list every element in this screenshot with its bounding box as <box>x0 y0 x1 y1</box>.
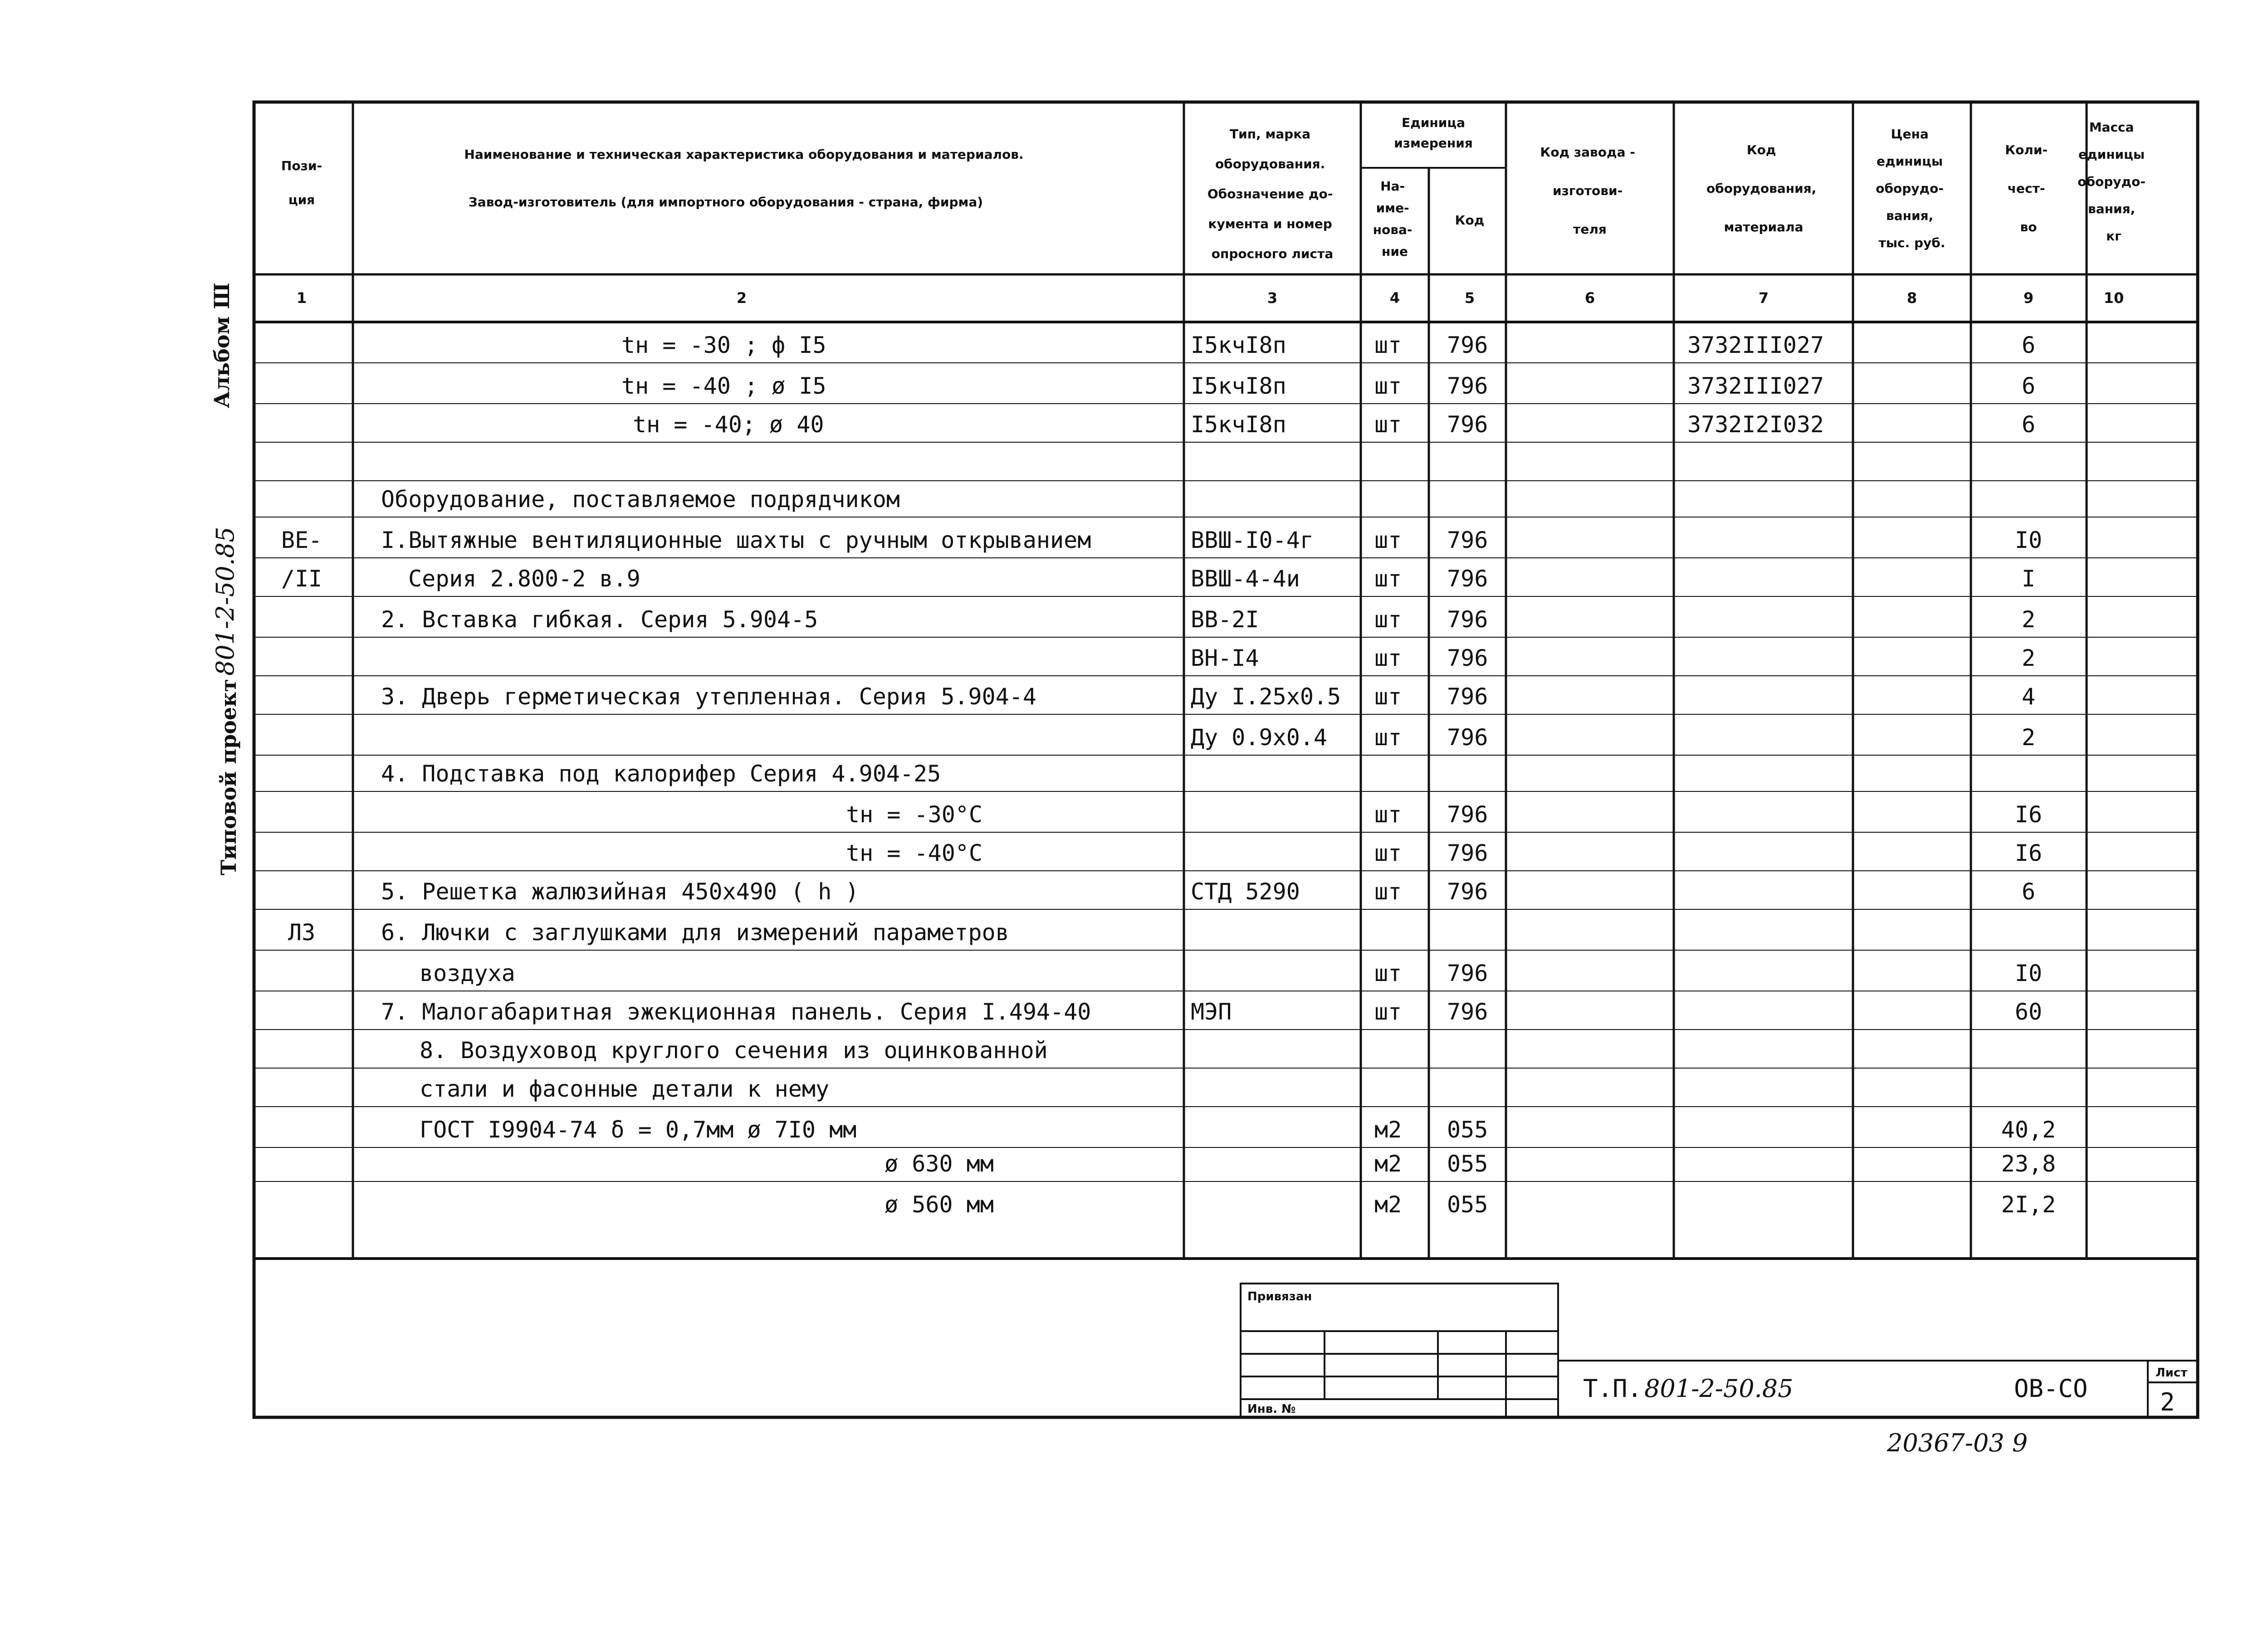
row-name: ø 630 мм <box>885 1151 994 1177</box>
header-price: Цена единицы оборудо- вания, тыс. руб. <box>1876 127 1945 250</box>
row-quantity: I <box>2021 566 2036 592</box>
row-quantity: I0 <box>2014 527 2043 553</box>
row-unit-code: 796 <box>1447 411 1488 438</box>
row-name: стали и фасонные детали к нему <box>420 1076 830 1102</box>
row-unit-code: 796 <box>1447 801 1488 828</box>
row-type: I5кчI8п <box>1191 411 1286 438</box>
header-factory-code: Код завода - изготови- теля <box>1540 145 1635 237</box>
footer-stamp-number: 20367-03 9 <box>1887 1429 2028 1457</box>
row-type: МЭП <box>1191 999 1232 1025</box>
row-type: I5кчI8п <box>1191 332 1286 358</box>
designation-number: 801-2-50.85 <box>1644 1374 1794 1403</box>
row-quantity: 2 <box>2021 606 2036 633</box>
row-name: 2. Вставка гибкая. Серия 5.904-5 <box>381 606 818 633</box>
row-quantity: 6 <box>2021 411 2036 438</box>
row-name: 4. Подставка под калорифер Серия 4.904-25 <box>381 761 941 787</box>
album-label: Альбом Ш <box>210 283 234 408</box>
row-quantity: I6 <box>2014 801 2043 828</box>
col-num-1: 1 <box>296 289 307 307</box>
row-quantity: I0 <box>2014 960 2043 986</box>
attached-label: Привязан <box>1247 1290 1312 1303</box>
row-unit-name: шт <box>1374 960 1402 986</box>
row-type: ВВШ-4-4и <box>1191 566 1300 592</box>
col-num-2: 2 <box>736 289 747 307</box>
row-name: Серия 2.800-2 в.9 <box>408 566 640 592</box>
row-unit-code: 796 <box>1447 683 1488 710</box>
table-row <box>381 486 900 512</box>
header-unit-group: Единица измерения <box>1394 115 1473 151</box>
row-quantity: 2 <box>2021 724 2036 751</box>
row-type: Ду 0.9x0.4 <box>1191 724 1328 751</box>
row-name: tн = -30 ; ф I5 <box>621 332 826 358</box>
row-unit-name: м2 <box>1374 1191 1402 1218</box>
row-unit-name: шт <box>1374 683 1402 710</box>
row-name: tн = -40°С <box>846 840 983 866</box>
row-unit-code: 796 <box>1447 332 1488 358</box>
header-quantity: Коли- чест- во <box>2005 142 2048 234</box>
row-unit-name: шт <box>1374 999 1402 1025</box>
row-name: 5. Решетка жалюзийная 450x490 ( h ) <box>381 879 859 905</box>
row-position: /II <box>281 566 323 592</box>
table-row <box>288 919 1009 946</box>
col-num-9: 9 <box>2023 289 2034 307</box>
row-unit-name: шт <box>1374 527 1402 553</box>
row-quantity: 23,8 <box>2001 1151 2056 1177</box>
row-name: 3. Дверь герметическая утепленная. Серия 5.904-4 <box>381 683 1036 710</box>
row-unit-code: 796 <box>1447 527 1488 553</box>
col-num-7: 7 <box>1758 289 1769 307</box>
inventory-label: Инв. № <box>1247 1402 1296 1416</box>
row-name: 8. Воздуховод круглого сечения из оцинкованной <box>420 1037 1048 1064</box>
row-unit-code: 796 <box>1447 960 1488 986</box>
col-num-10: 10 <box>2103 289 2124 307</box>
designation-prefix: Т.П. <box>1583 1374 1642 1403</box>
header-equipment-code: Код оборудования, материала <box>1706 142 1817 234</box>
row-unit-name: м2 <box>1374 1151 1402 1177</box>
header-name-line1: Наименование и техническая характеристика оборудования и материалов. <box>464 147 1024 162</box>
row-unit-code: 055 <box>1447 1117 1488 1143</box>
row-name: Оборудование, поставляемое подрядчиком <box>381 486 900 512</box>
row-name: tн = -40; ø 40 <box>633 411 824 438</box>
sheet-number: 2 <box>2160 1388 2175 1416</box>
row-material-code: 3732III027 <box>1687 373 1824 399</box>
row-quantity: 6 <box>2021 332 2036 358</box>
row-type: ВВШ-I0-4г <box>1191 527 1314 553</box>
row-quantity: 4 <box>2021 683 2036 710</box>
header-type: Тип, марка оборудования. Обозначение до- кумента и номер опросного листа <box>1207 127 1334 261</box>
row-unit-code: 796 <box>1447 645 1488 671</box>
row-unit-name: шт <box>1374 373 1402 399</box>
row-material-code: 3732III027 <box>1687 332 1824 358</box>
row-material-code: 3732I2I032 <box>1687 411 1824 438</box>
row-unit-code: 796 <box>1447 724 1488 751</box>
row-unit-name: шт <box>1374 840 1402 866</box>
row-unit-code: 796 <box>1447 566 1488 592</box>
row-name: ГОСТ I9904-74 δ = 0,7мм ø 7I0 мм <box>420 1117 857 1143</box>
row-unit-code: 796 <box>1447 840 1488 866</box>
project-label: Типовой проект <box>216 679 241 875</box>
row-type: ВВ-2I <box>1191 606 1259 633</box>
row-unit-name: м2 <box>1374 1117 1402 1143</box>
header-position: Пози-ция <box>281 158 323 207</box>
row-unit-code: 796 <box>1447 879 1488 905</box>
col-num-4: 4 <box>1389 289 1400 307</box>
row-name: tн = -30°С <box>846 801 983 828</box>
row-unit-code: 055 <box>1447 1191 1488 1218</box>
col-num-8: 8 <box>1906 289 1917 307</box>
row-unit-name: шт <box>1374 411 1402 438</box>
col-num-5: 5 <box>1464 289 1475 307</box>
table-row <box>420 1076 829 1102</box>
table-row <box>381 761 941 787</box>
row-name: I.Вытяжные вентиляционные шахты с ручным открыванием <box>381 527 1091 553</box>
row-position: ВЕ- <box>281 527 323 553</box>
table-row <box>420 1037 1048 1064</box>
row-position: Л3 <box>288 919 316 946</box>
row-type: СТД 5290 <box>1191 879 1300 905</box>
header-name-line2: Завод-изготовитель (для импортного оборудования - страна, фирма) <box>468 195 983 210</box>
row-quantity: 6 <box>2021 879 2036 905</box>
project-number-handwritten: 801-2-50.85 <box>211 527 240 676</box>
row-unit-name: шт <box>1374 566 1402 592</box>
row-unit-code: 055 <box>1447 1151 1488 1177</box>
col-num-6: 6 <box>1584 289 1595 307</box>
row-name: tн = -40 ; ø I5 <box>621 373 826 399</box>
header-unit-name: На- име- нова- ние <box>1373 179 1413 259</box>
row-unit-code: 796 <box>1447 606 1488 633</box>
row-unit-name: шт <box>1374 801 1402 828</box>
sheet-label: Лист <box>2156 1366 2188 1380</box>
row-quantity: 60 <box>2014 999 2043 1025</box>
row-quantity: 2 <box>2021 645 2036 671</box>
row-type: Ду I.25x0.5 <box>1191 683 1341 710</box>
row-quantity: 6 <box>2021 373 2036 399</box>
row-unit-name: шт <box>1374 606 1402 633</box>
row-quantity: I6 <box>2014 840 2043 866</box>
row-name: 6. Лючки с заглушками для измерений параметров <box>381 919 1009 946</box>
row-quantity: 2I,2 <box>2001 1191 2056 1218</box>
row-unit-name: шт <box>1374 879 1402 905</box>
header-mass: Масса единицы оборудо- вания, кг <box>2077 120 2146 244</box>
row-unit-code: 796 <box>1447 999 1488 1025</box>
row-unit-name: шт <box>1374 724 1402 751</box>
row-quantity: 40,2 <box>2001 1117 2056 1143</box>
row-unit-name: шт <box>1374 645 1402 671</box>
document-code: ОВ-СО <box>2014 1374 2088 1403</box>
row-name: 7. Малогабаритная эжекционная панель. Серия I.494-40 <box>381 999 1091 1025</box>
header-unit-code: Код <box>1455 213 1485 228</box>
row-unit-code: 796 <box>1447 373 1488 399</box>
col-num-3: 3 <box>1267 289 1278 307</box>
row-name: воздуха <box>420 960 515 986</box>
row-name: ø 560 мм <box>885 1191 994 1218</box>
row-type: I5кчI8п <box>1191 373 1286 399</box>
row-unit-name: шт <box>1374 332 1402 358</box>
row-type: ВН-I4 <box>1191 645 1259 671</box>
